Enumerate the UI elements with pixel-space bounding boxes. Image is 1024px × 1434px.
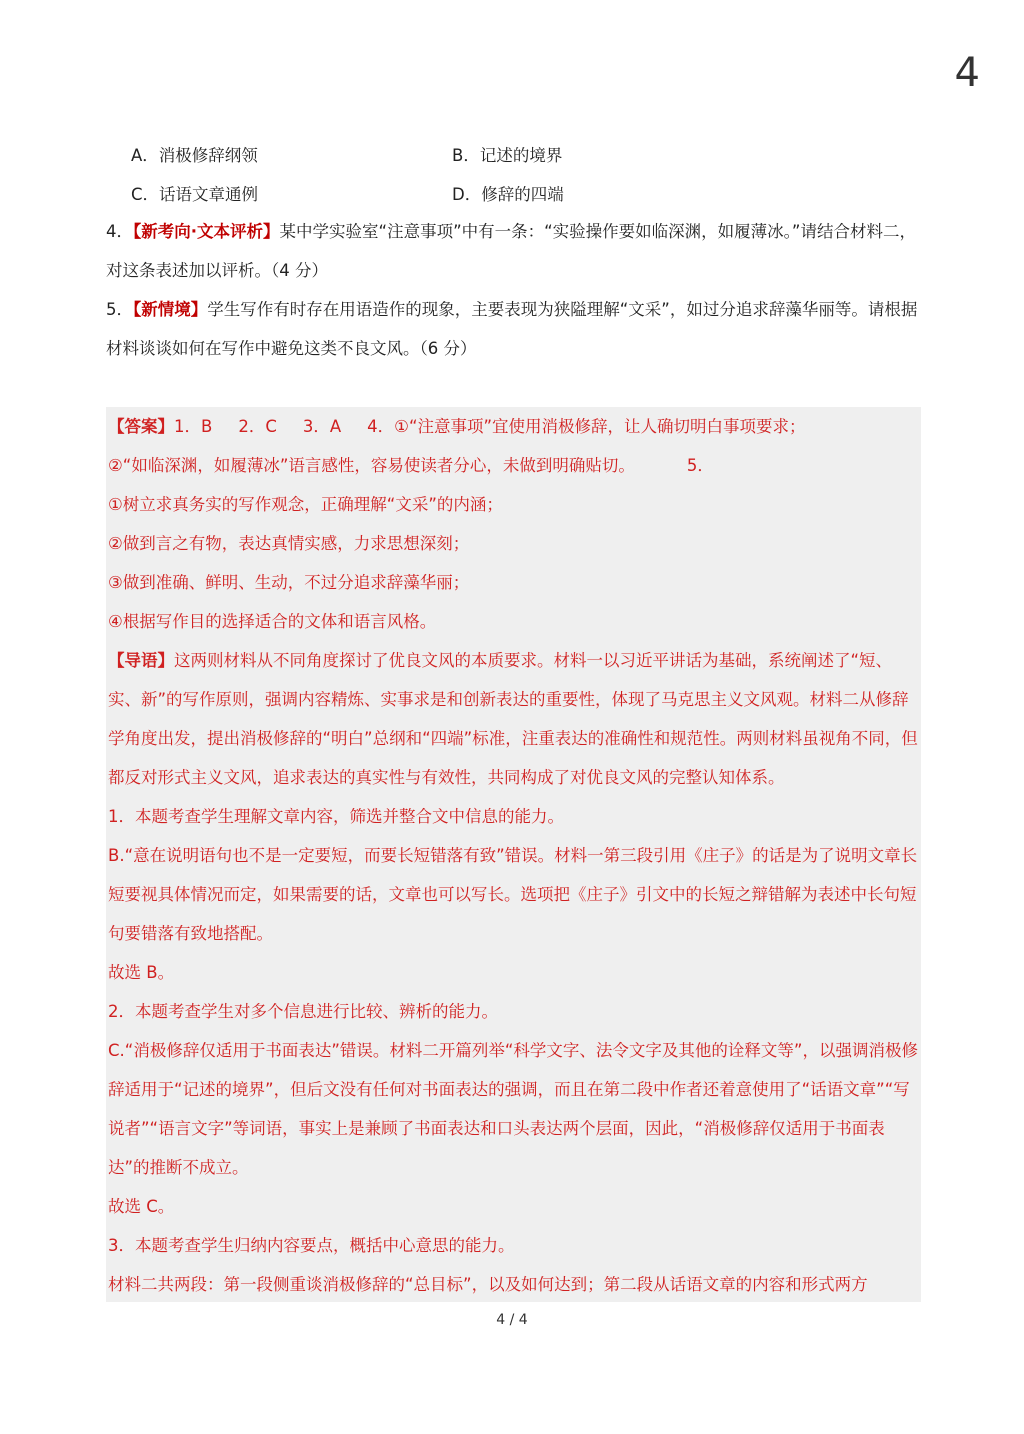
option-a: A．消极修辞纲领 (131, 145, 258, 165)
question-number: 4． (106, 222, 133, 241)
answer-tag: 【答案】 (108, 417, 174, 436)
guide-tag: 【导语】 (108, 651, 174, 670)
option-d: D．修辞的四端 (452, 184, 564, 204)
guide-paragraph (108, 641, 919, 797)
answer-4-part1: 4．①“注意事项”宜使用消极修辞，让人确切明白事项要求； (367, 417, 806, 436)
explanation-paragraph: 故选 C。 (108, 1197, 175, 1216)
question-text: 某中学实验室“注意事项”中有一条：“实验操作要如临深渊，如履薄冰。”请结合材料二，对这条表述加以评析。（4 分） (106, 222, 916, 280)
answer-5-item-2: ②做到言之有物，表达真情实感，力求思想深刻； (108, 534, 470, 553)
explanation-paragraph: 1．本题考查学生理解文章内容，筛选并整合文中信息的能力。 (108, 807, 564, 826)
answer-2: 2．C (238, 417, 277, 436)
explanation-paragraph: 2．本题考查学生对多个信息进行比较、辨析的能力。 (108, 1002, 498, 1021)
question-5 (106, 290, 922, 368)
option-row (131, 134, 922, 173)
options-list (131, 134, 922, 212)
answer-5-item-4: ④根据写作目的选择适合的文体和语言风格。 (108, 612, 437, 631)
answer-5: 5． (686, 456, 714, 475)
question-section (106, 134, 922, 368)
question-tag: 【新考向·文本评析】 (133, 222, 280, 241)
answer-5-item-3: ③做到准确、鲜明、生动，不过分追求辞藻华丽； (108, 573, 470, 592)
question-4 (106, 212, 922, 290)
answer-box (106, 407, 921, 1302)
guide-text: 这两则材料从不同角度探讨了优良文风的本质要求。材料一以习近平讲话为基础，系统阐述了“短、实、新”的写作原则，强调内容精炼、实事求是和创新表达的重要性，体现了马克思主义文风观。材料二从修辞学角度出发，提出消极修辞的“明白”总纲和“四端”标准，注重表达的准确性和规范性。两则材料虽视角不同，但都反对形式主义文风，追求表达的真实性与有效性，共同构成了对优良文风的完整认知体系。 (108, 651, 918, 787)
option-row (131, 173, 922, 212)
explanation-paragraph: 材料二共两段：第一段侧重谈消极修辞的“总目标”，以及如何达到；第二段从话语文章的内容和形式两方 (108, 1275, 868, 1294)
explanation-paragraph: B.“意在说明语句也不是一定要短，而要长短错落有致”错误。材料一第三段引用《庄子》的话是为了说明文章长短要视具体情况而定，如果需要的话，文章也可以写长。选项把《庄子》引文中的长短之辩错解为表述中长句短句要错落有致地搭配。 (108, 846, 918, 943)
answer-line (108, 407, 919, 446)
option-c: C．话语文章通例 (131, 184, 259, 204)
answer-4-part2: ②“如临深渊，如履薄冰”语言感性，容易使读者分心，未做到明确贴切。 (108, 456, 635, 475)
option-b: B．记述的境界 (452, 145, 563, 165)
explanation-paragraph: 故选 B。 (108, 963, 175, 982)
question-text: 学生写作有时存在用语造作的现象，主要表现为狭隘理解“文采”，如过分追求辞藻华丽等。请根据材料谈谈如何在写作中避免这类不良文风。（6 分） (106, 300, 918, 358)
question-tag: 【新情境】 (133, 300, 208, 319)
explanation-paragraph: C.“消极修辞仅适用于书面表达”错误。材料二开篇列举“科学文字、法令文字及其他的诠释文等”，以强调消极修辞适用于“记述的境界”，但后文没有任何对书面表达的强调，而且在第二段中作者还着意使用了“话语文章”“写说者”“语言文字”等词语，事实上是兼顾了书面表达和口头表达两个层面，因此，“消极修辞仅适用于书面表达”的推断不成立。 (108, 1041, 918, 1177)
answer-line (108, 446, 919, 485)
answer-3: 3．A (302, 417, 342, 436)
explanation-paragraph: 3．本题考查学生归纳内容要点，概括中心意思的能力。 (108, 1236, 515, 1255)
question-number: 5． (106, 300, 133, 319)
answer-5-item-1: ①树立求真务实的写作观念，正确理解“文采”的内涵； (108, 495, 503, 514)
corner-page-number: 4 (954, 50, 980, 96)
answer-1: 1．B (174, 417, 213, 436)
page-footer: 4 / 4 (496, 1312, 528, 1328)
